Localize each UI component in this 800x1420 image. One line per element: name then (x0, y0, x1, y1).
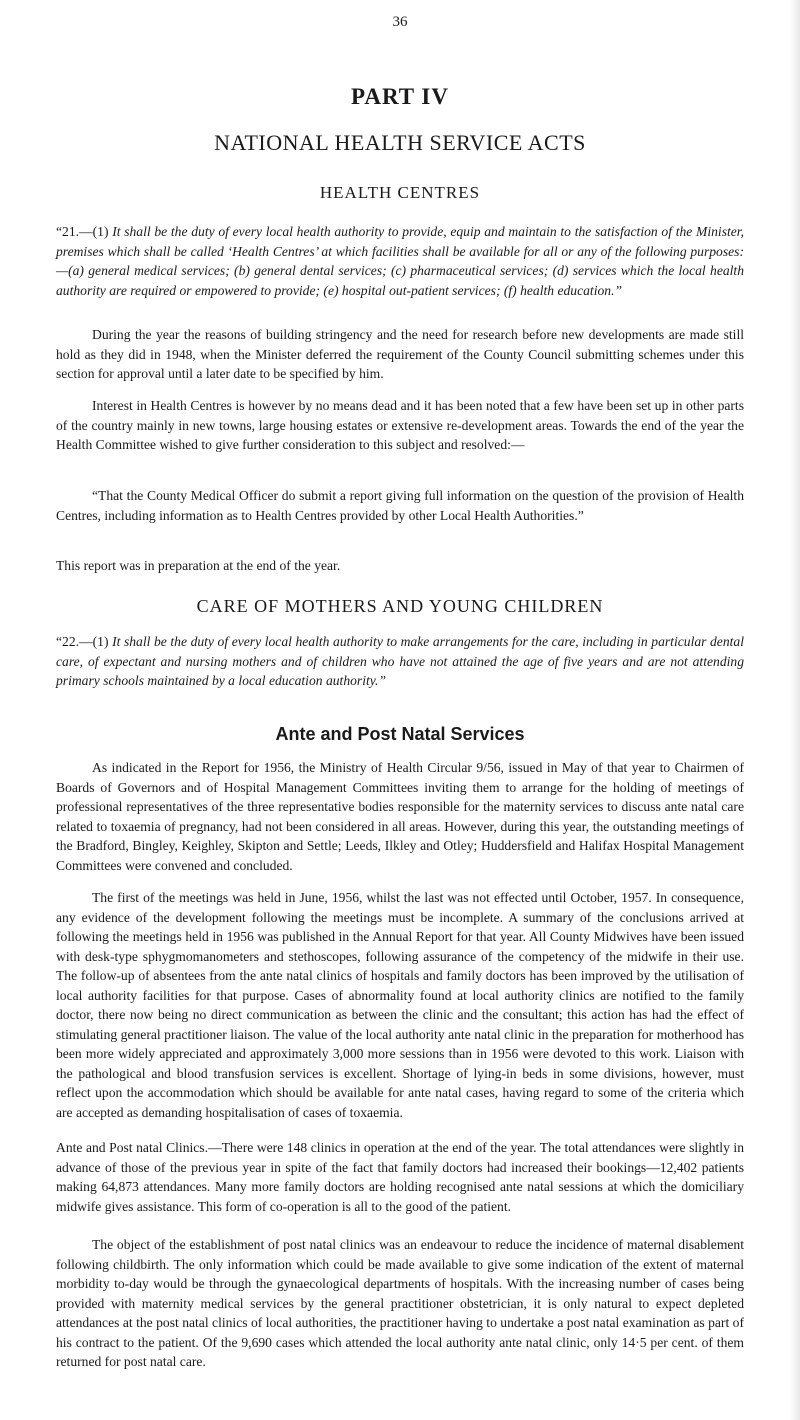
page-edge-shadow (790, 0, 800, 1420)
section-heading-care-of-mothers: CARE OF MOTHERS AND YOUNG CHILDREN (196, 596, 604, 616)
quote-text: It shall be the duty of every local health authority to make arrangements for the care, including in particular dental care, of expectant and nursing mothers and of children who have not attained the age of five years and are not attending primary schools maintained by a local education authority.” (56, 634, 744, 688)
resolution-quote: “That the County Medical Officer do submit a report giving full information on the question of the provision of Health Centres, including information as to Health Centres provided by other Local Health Authorities.” (56, 488, 744, 523)
subheading-ante-post-natal: Ante and Post Natal Services (275, 724, 525, 744)
statute-quote-section-22 (56, 632, 744, 691)
statute-quote-section-21 (56, 222, 744, 300)
quote-text: It shall be the duty of every local health authority to provide, equip and maintain to the satisfaction of the Minister, premises which shall be called ‘Health Centres’ at which facilities shall be available for all or any of the following purposes:—(a) general medical services; (b) general dental services; (c) pharmaceutical services; (d) services which the local health authority are required or empowered to provide; (e) hospital out-patient services; (f) health education.” (56, 224, 744, 298)
quote-prefix: “22.—(1) (56, 634, 113, 649)
act-title: NATIONAL HEALTH SERVICE ACTS (214, 130, 586, 155)
paragraph: Interest in Health Centres is however by no means dead and it has been noted that a few have been set up in other parts of the country mainly in new towns, large housing estates or extensive re-development areas. Towards the end of the year the Health Committee wished to give further consideration to this subject and resolved:— (56, 398, 744, 452)
quote-prefix: “21.—(1) (56, 224, 113, 239)
page-number: 36 (392, 14, 408, 30)
part-title: PART IV (351, 84, 449, 109)
paragraph: During the year the reasons of building stringency and the need for research before new developments are made still hold as they did in 1948, when the Minister deferred the requirement of the County Council submitting schemes under this section for approval until a later date to be specified by him. (56, 327, 744, 381)
paragraph: The first of the meetings was held in June, 1956, whilst the last was not effected until October, 1957. In consequence, any evidence of the development following the meetings must be incomplete. A summary of the conclusions arrived at following the meetings held in 1956 was published in the Annual Report for that year. All County Midwives have been issued with desk-type sphygmomanometers and stethoscopes, following assurance of the competency of the midwife in their use. The follow-up of absentees from the ante natal clinics of hospitals and family doctors has been improved by the utilisation of local authority facilities for that purpose. Cases of abnormality found at local authority clinics are notified to the family doctor, there now being no direct communication as between the clinic and the consultant; this action has had the effect of stimulating general practitioner liaison. The value of the local authority ante natal clinic in the preparation for motherhood has been more widely appreciated and approximately 3,000 more sessions than in 1956 were devoted to this work. Liaison with the pathological and blood transfusion services is excellent. Shortage of lying-in beds in some divisions, however, must reflect upon the accommodation which should be available for ante natal cases, having regard to some of the criteria which are accepted as demanding hospitalisation of cases of toxaemia. (56, 890, 744, 1120)
section-heading-health-centres: HEALTH CENTRES (319, 183, 481, 202)
paragraph: This report was in preparation at the end of the year. (56, 558, 341, 573)
paragraph: As indicated in the Report for 1956, the Ministry of Health Circular 9/56, issued in May of that year to Chairmen of Boards of Governors and of Hospital Management Committees inviting them to arrange for the holding of meetings of professional representatives of the three representative bodies responsible for the maternity services to discuss ante natal care related to toxaemia of pregnancy, had not been considered in all areas. However, during this year, the outstanding meetings of the Bradford, Bingley, Keighley, Skipton and Settle; Leeds, Ilkley and Otley; Huddersfield and Halifax Hospital Management Committees were convened and concluded. (56, 760, 744, 873)
paragraph: Ante and Post natal Clinics.—There were 148 clinics in operation at the end of the year. The total attendances were slightly in advance of those of the previous year in spite of the fact that family doctors had increased their bookings—12,402 patients making 64,873 attendances. Many more family doctors are holding recognised ante natal sessions at which the domiciliary midwife gives assistance. This form of co-operation is all to the good of the patient. (56, 1140, 744, 1214)
paragraph: The object of the establishment of post natal clinics was an endeavour to reduce the incidence of maternal disablement following childbirth. The only information which could be made available to give some indication of the extent of maternal morbidity to-day would be through the gynaecological departments of hospitals. With the increasing number of cases being provided with maternity medical services by the general practitioner obstetrician, it is only natural to expect depleted attendances at the post natal clinics of local authorities, the practitioner having to undertake a post natal examination as part of his contract to the patient. Of the 9,690 cases which attended the local authority ante natal clinic, only 14·5 per cent. of them returned for post natal care. (56, 1237, 744, 1369)
